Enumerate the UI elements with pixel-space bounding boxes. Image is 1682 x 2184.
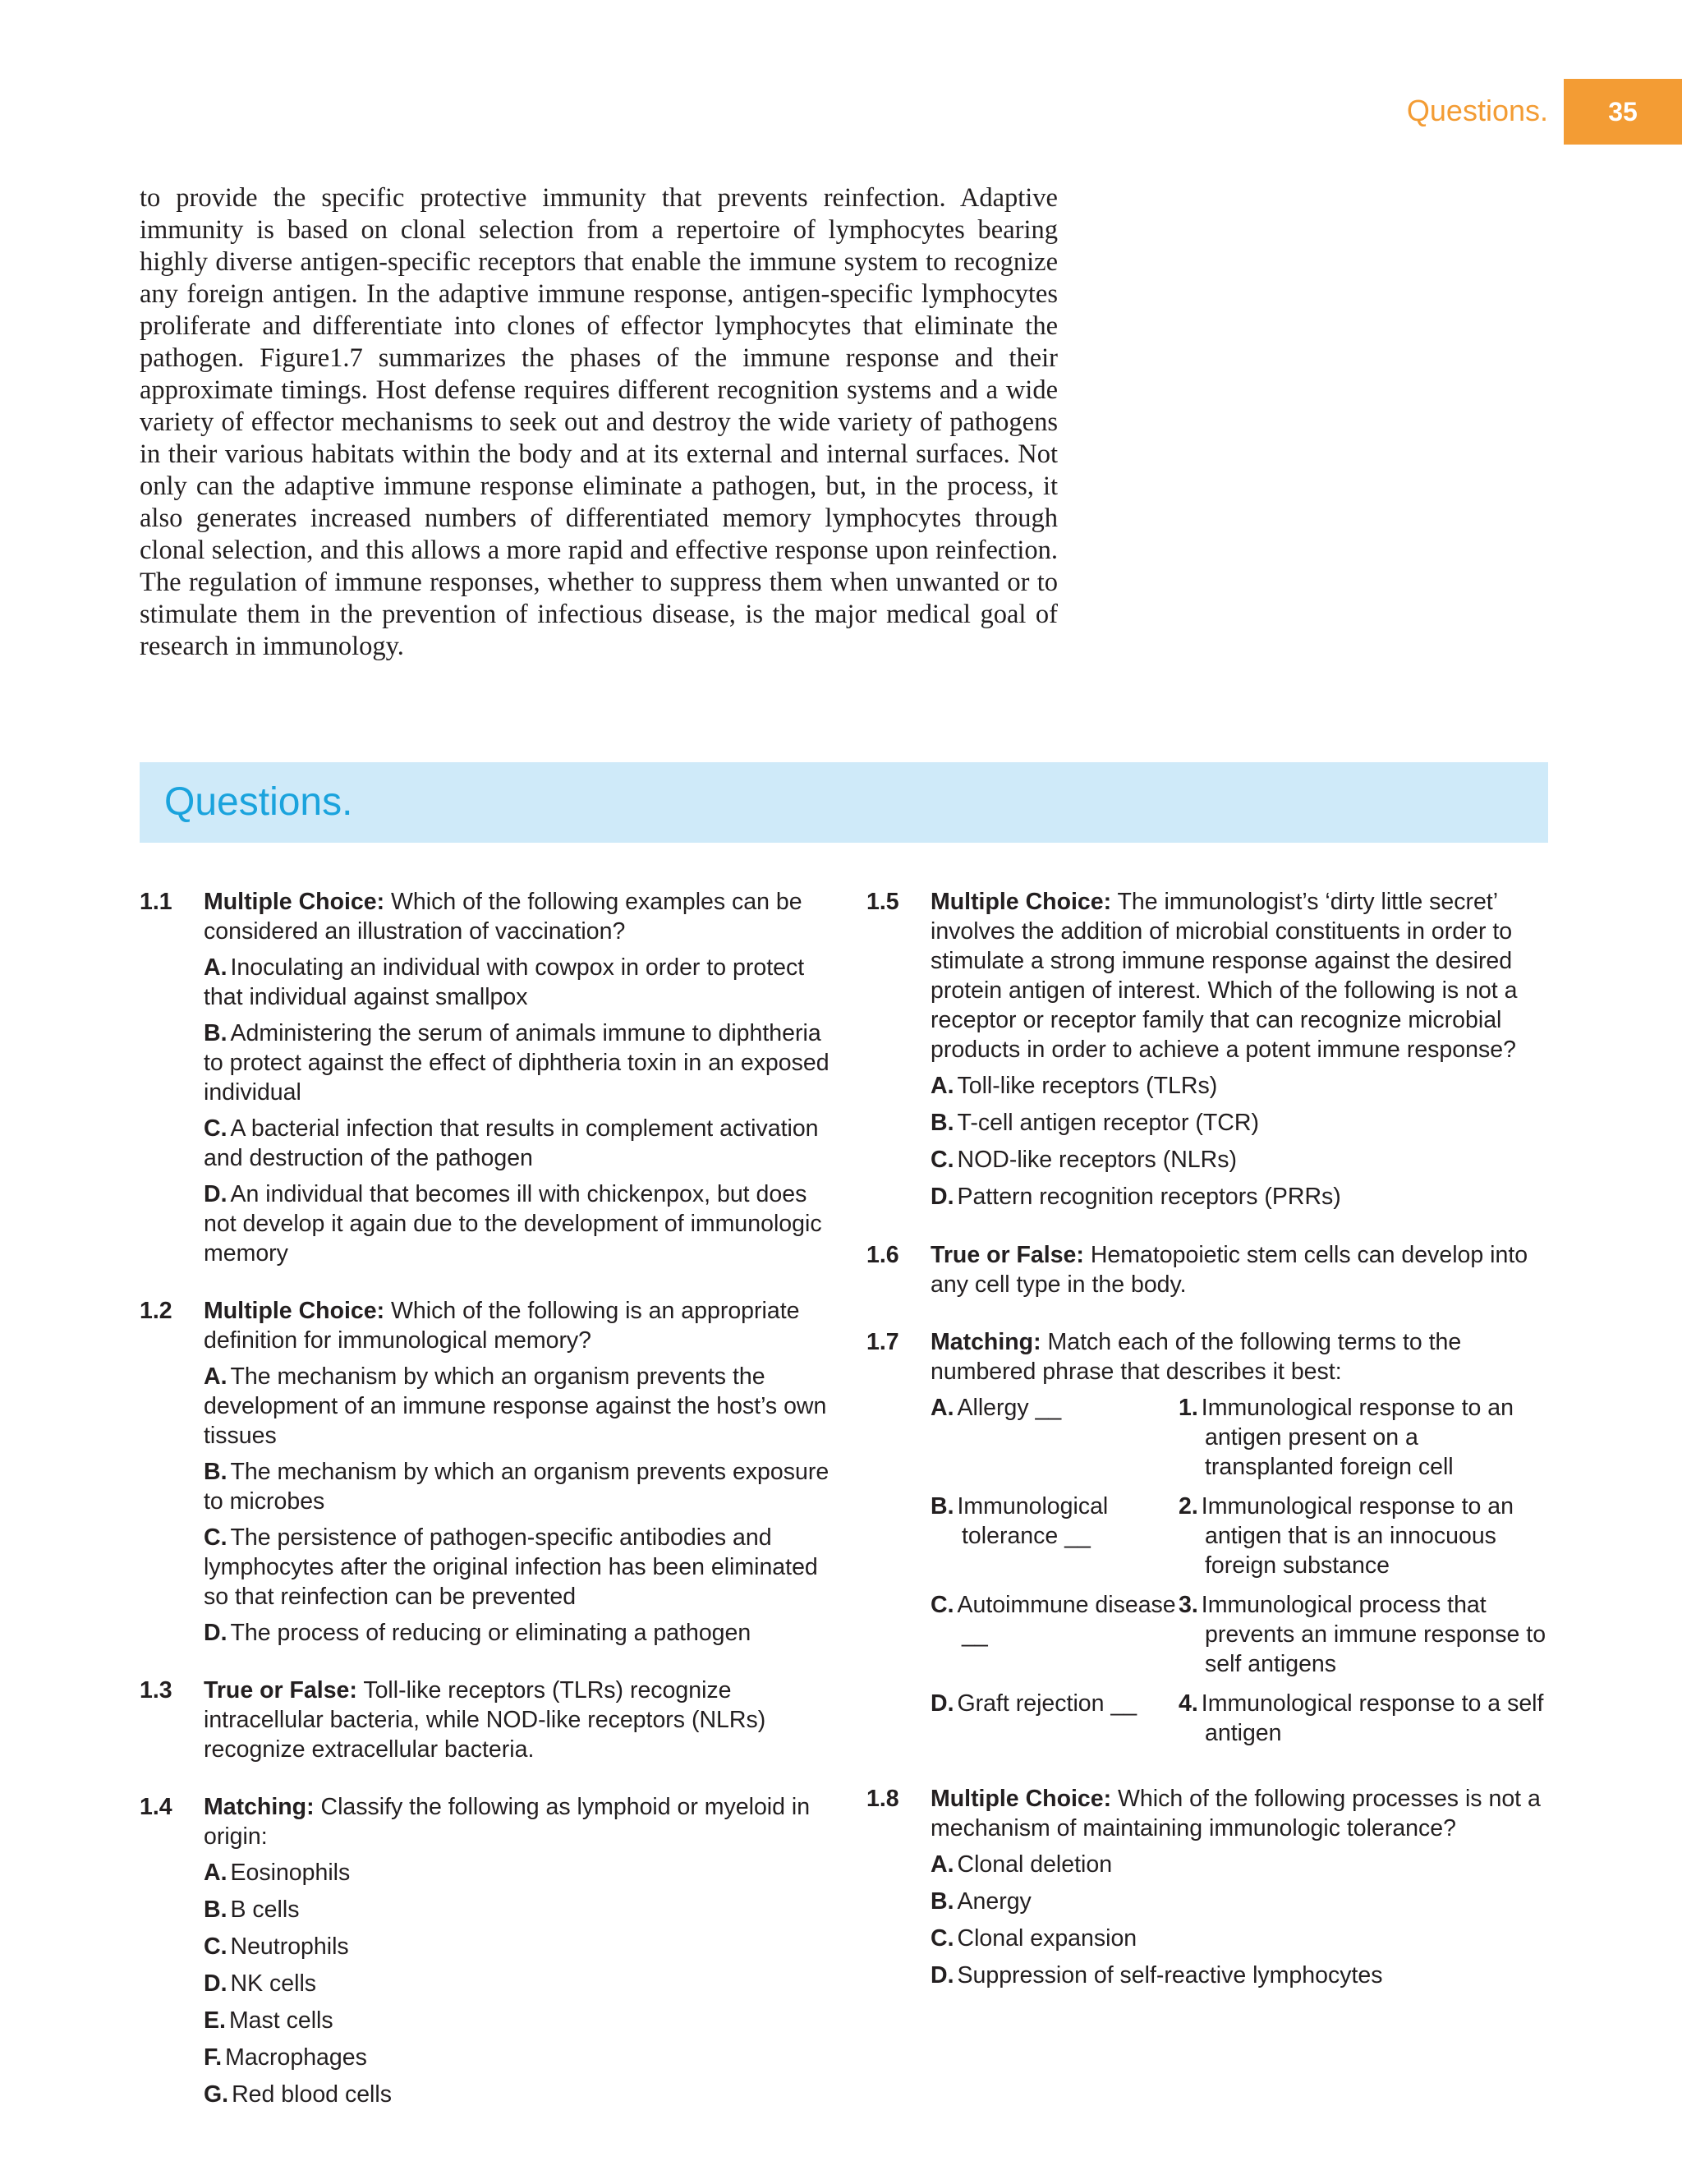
section-title: Questions.: [164, 780, 353, 824]
answer-option: [931, 1961, 1548, 1990]
answer-option: [931, 1071, 1548, 1101]
question-1-5: [866, 887, 1548, 1219]
question-stem: [931, 887, 1548, 1064]
phrase-number: 3.: [1179, 1592, 1198, 1618]
option-letter: D.: [204, 1181, 227, 1207]
option-letter: A.: [931, 1073, 954, 1099]
question-text: The immunologist’s ‘dirty little secret’ involves the addition of microbial constituents in order to stimulate a strong immune response against the desired protein antigen of interest. Which of the following is not a receptor or receptor family that can recognize microbial products in order to achieve a potent immune response?: [931, 889, 1518, 1063]
option-letter: C.: [931, 1925, 954, 1952]
answer-option: [204, 2080, 830, 2109]
question-number: 1.2: [140, 1298, 172, 1324]
answer-option: [931, 1182, 1548, 1212]
option-text: Clonal expansion: [957, 1925, 1137, 1952]
answer-option: [204, 1457, 830, 1516]
answer-option: [204, 1969, 830, 1998]
answer-option: [204, 1858, 830, 1887]
matching-term: [931, 1689, 1179, 1748]
answer-option: [204, 1523, 830, 1612]
question-stem: [931, 1327, 1548, 1386]
question-type: Multiple Choice:: [931, 1786, 1112, 1812]
question-number: 1.1: [140, 889, 172, 915]
option-letter: A.: [204, 1860, 227, 1886]
answer-option: [204, 2043, 830, 2072]
question-1-6: [866, 1240, 1548, 1306]
question-text: Which of the following examples can be considered an illustration of vaccination?: [204, 889, 802, 945]
option-text: Anergy: [957, 1888, 1032, 1915]
question-text: Hematopoietic stem cells can develop into any cell type in the body.: [931, 1242, 1528, 1298]
option-text: The mechanism by which an organism prevents the development of an immune response against the host’s own tissues: [204, 1363, 827, 1449]
question-body: [204, 887, 830, 1275]
option-letter: C.: [204, 1933, 227, 1960]
matching-phrase: [1179, 1689, 1548, 1748]
option-text: An individual that becomes ill with chickenpox, but does not develop it again due to the development of immunologic memory: [204, 1181, 822, 1267]
question-1-2: [140, 1296, 830, 1654]
question-stem: [931, 1240, 1548, 1299]
phrase-number: 2.: [1179, 1493, 1198, 1520]
term-letter: B.: [931, 1493, 954, 1520]
option-letter: A.: [204, 1363, 227, 1390]
phrase-number: 4.: [1179, 1690, 1198, 1717]
option-text: Pattern recognition receptors (PRRs): [957, 1184, 1341, 1210]
answer-option: [931, 1887, 1548, 1916]
answer-option: [204, 1932, 830, 1961]
option-text: T-cell antigen receptor (TCR): [957, 1110, 1259, 1136]
phrase-number: 1.: [1179, 1395, 1198, 1421]
option-letter: D.: [204, 1620, 227, 1646]
option-text: Mast cells: [228, 2007, 333, 2034]
matching-term: [931, 1492, 1179, 1580]
answer-option: [204, 2006, 830, 2035]
question-stem: [204, 1792, 830, 1851]
option-letter: A.: [931, 1851, 954, 1878]
phrase-text: Immunological response to an antigen present on a transplanted foreign cell: [1201, 1395, 1514, 1480]
question-text: Which of the following is an appropriate definition for immunological memory?: [204, 1298, 800, 1354]
answer-option: [931, 1924, 1548, 1953]
running-header-title: Questions.: [1406, 94, 1548, 127]
question-type: True or False:: [931, 1242, 1084, 1268]
answer-option: [931, 1145, 1548, 1175]
option-text: NOD-like receptors (NLRs): [957, 1147, 1237, 1173]
answer-option: [204, 1114, 830, 1173]
page-number-tab: [1564, 79, 1682, 145]
questions-right-column: [866, 887, 1548, 2019]
answer-option: [931, 1850, 1548, 1879]
matching-phrase: [1179, 1492, 1548, 1580]
question-number: 1.7: [866, 1329, 899, 1355]
question-type: Multiple Choice:: [204, 889, 385, 915]
question-body: [931, 887, 1548, 1219]
term-text: Immunological tolerance __: [957, 1493, 1109, 1549]
option-text: Toll-like receptors (TLRs): [957, 1073, 1218, 1099]
question-1-8: [866, 1784, 1548, 1998]
question-body: [931, 1240, 1548, 1306]
page-number: 35: [1608, 97, 1638, 126]
option-letter: B.: [204, 1897, 227, 1923]
question-body: [204, 1792, 830, 2117]
intro-paragraph: to provide the specific protective immunity that prevents reinfection. Adaptive immunity is based on clonal selection from a repertoire of lymphocytes bearing highly diverse antigen-specific receptors that enable the immune system to recognize any foreign antigen. In the adaptive immune response, antigen-specific lymphocytes proliferate and differentiate into clones of effector lymphocytes that eliminate the pathogen. Figure1.7 summarizes the phases of the immune response and their approximate timings. Host defense requires different recognition systems and a wide variety of effector mechanisms to seek out and destroy the wide variety of pathogens in their various habitats within the body and at its external and internal surfaces. Not only can the adaptive immune response eliminate a pathogen, but, in the process, it also generates increased numbers of differentiated memory lymphocytes through clonal selection, and this allows a more rapid and effective response upon reinfection. The regulation of immune responses, whether to suppress them when unwanted or to stimulate them in the prevention of infectious disease, is the major medical goal of research in immunology.: [140, 183, 1058, 661]
question-type: Matching:: [204, 1794, 315, 1820]
answer-option: [931, 1108, 1548, 1138]
phrase-text: Immunological response to a self antigen: [1201, 1690, 1544, 1746]
option-text: Administering the serum of animals immune to diphtheria to protect against the effect of diphtheria toxin in an exposed individual: [204, 1020, 830, 1106]
matching-phrase: [1179, 1590, 1548, 1679]
option-letter: A.: [204, 954, 227, 981]
phrase-text: Immunological response to an antigen that is an innocuous foreign substance: [1201, 1493, 1514, 1579]
term-text: Autoimmune disease __: [957, 1592, 1176, 1648]
question-stem: [204, 887, 830, 946]
option-text: The mechanism by which an organism prevents exposure to microbes: [204, 1459, 830, 1515]
term-text: Graft rejection __: [957, 1690, 1137, 1717]
phrase-text: Immunological process that prevents an immune response to self antigens: [1201, 1592, 1546, 1677]
question-body: [931, 1327, 1548, 1748]
matching-phrase: [1179, 1393, 1548, 1482]
option-letter: B.: [204, 1020, 227, 1046]
answer-option: [204, 1895, 830, 1924]
answer-option: [204, 1618, 830, 1648]
question-body: [931, 1784, 1548, 1998]
answer-option: [204, 1362, 830, 1451]
question-number: 1.4: [140, 1794, 172, 1820]
section-banner: [140, 762, 1548, 843]
question-type: Multiple Choice:: [204, 1298, 385, 1324]
question-1-3: [140, 1676, 830, 1771]
option-text: B cells: [230, 1897, 300, 1923]
option-text: Suppression of self-reactive lymphocytes: [957, 1962, 1383, 1989]
option-text: Neutrophils: [230, 1933, 349, 1960]
answer-option: [204, 1179, 830, 1268]
option-letter: C.: [204, 1524, 227, 1551]
question-stem: [204, 1676, 830, 1764]
option-letter: B.: [931, 1888, 954, 1915]
option-text: The persistence of pathogen-specific antibodies and lymphocytes after the original infection has been eliminated so that reinfection can be prevented: [204, 1524, 818, 1610]
option-letter: D.: [931, 1962, 954, 1989]
matching-term: [931, 1393, 1179, 1482]
option-letter: D.: [931, 1184, 954, 1210]
option-letter: D.: [204, 1970, 227, 1997]
question-type: Multiple Choice:: [931, 889, 1112, 915]
question-number: 1.8: [866, 1786, 899, 1812]
question-type: True or False:: [204, 1677, 357, 1704]
option-text: Inoculating an individual with cowpox in order to protect that individual against smallpox: [204, 954, 805, 1010]
question-text: Match each of the following terms to the numbered phrase that describes it best:: [931, 1329, 1462, 1385]
option-letter: G.: [204, 2081, 229, 2108]
questions-left-column: [140, 887, 830, 2138]
option-letter: B.: [204, 1459, 227, 1485]
term-text: Allergy __: [957, 1395, 1062, 1421]
question-type: Matching:: [931, 1329, 1041, 1355]
option-text: Red blood cells: [232, 2081, 392, 2108]
matching-term: [931, 1590, 1179, 1679]
question-body: [204, 1676, 830, 1771]
question-1-1: [140, 887, 830, 1275]
term-letter: A.: [931, 1395, 954, 1421]
option-letter: B.: [931, 1110, 954, 1136]
option-letter: F.: [204, 2044, 223, 2071]
question-stem: [204, 1296, 830, 1355]
term-letter: C.: [931, 1592, 954, 1618]
question-text: Classify the following as lymphoid or myeloid in origin:: [204, 1794, 811, 1850]
question-body: [204, 1296, 830, 1654]
matching-table: [931, 1393, 1548, 1748]
option-letter: C.: [204, 1115, 227, 1142]
option-text: NK cells: [230, 1970, 317, 1997]
question-1-4: [140, 1792, 830, 2117]
option-text: A bacterial infection that results in complement activation and destruction of the pathogen: [204, 1115, 819, 1171]
question-text: Toll-like receptors (TLRs) recognize intracellular bacteria, while NOD-like receptors (NLRs) recognize extracellular bacteria.: [204, 1677, 766, 1763]
question-number: 1.5: [866, 889, 899, 915]
question-number: 1.3: [140, 1677, 172, 1704]
option-text: The process of reducing or eliminating a pathogen: [230, 1620, 751, 1646]
term-letter: D.: [931, 1690, 954, 1717]
option-text: Clonal deletion: [957, 1851, 1113, 1878]
question-stem: [931, 1784, 1548, 1843]
question-1-7: [866, 1327, 1548, 1748]
option-text: Macrophages: [225, 2044, 367, 2071]
option-text: Eosinophils: [230, 1860, 351, 1886]
answer-option: [204, 1018, 830, 1107]
answer-option: [204, 953, 830, 1012]
question-number: 1.6: [866, 1242, 899, 1268]
option-letter: E.: [204, 2007, 226, 2034]
option-letter: C.: [931, 1147, 954, 1173]
question-text: Which of the following processes is not a mechanism of maintaining immunologic tolerance?: [931, 1786, 1541, 1841]
